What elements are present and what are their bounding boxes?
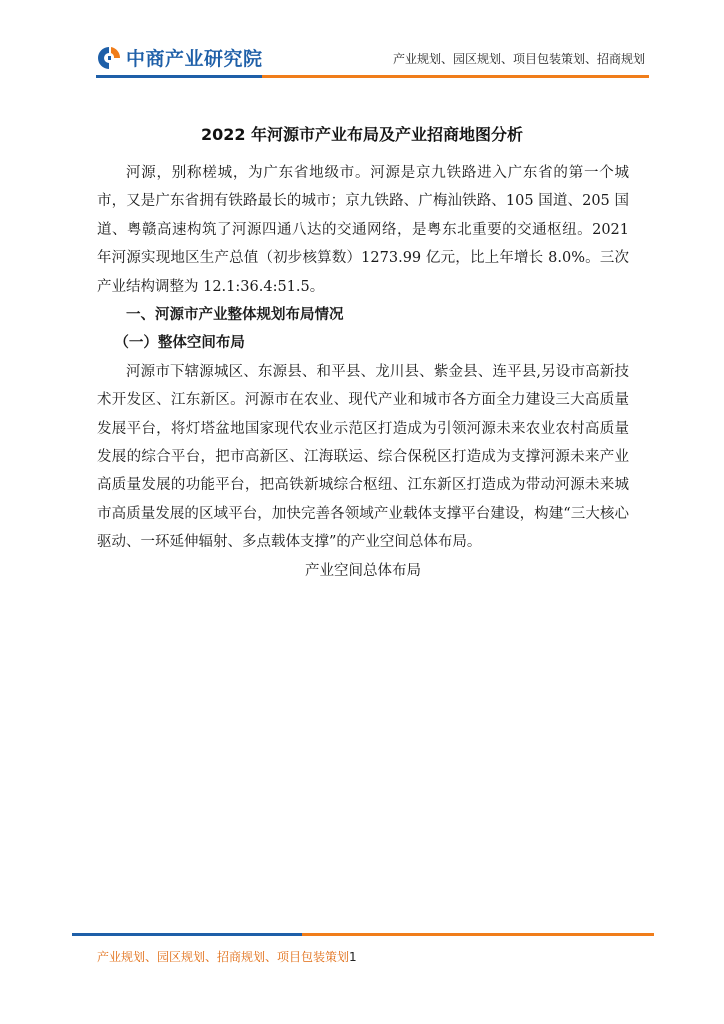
subsection-heading: （一）整体空间布局 — [114, 335, 245, 352]
page-number: 1 — [349, 950, 357, 964]
brand-name: 中商产业研究院 — [126, 48, 263, 70]
footer-tagline: 产业规划、园区规划、招商规划、项目包装策划 — [97, 950, 350, 964]
intro-paragraph: 河源，别称槎城，为广东省地级市。河源是京九铁路进入广东省的第一个城市，又是广东省拥有铁路最长的城市；京九铁路、广梅汕铁路、105 国道、205 国道、粤赣高速构筑了河源四通八达的交通网络，是粤东北重要的交通枢纽。2021 年河源实现地区生产总值（初步核算数）1273.99 亿元，比上年增长 8.0%。三次产业结构调整为 12.1:36.4:51.5。 — [97, 165, 629, 295]
page-header — [0, 0, 724, 90]
layout-paragraph: 河源市下辖源城区、东源县、和平县、龙川县、紫金县、连平县,另设市高新技术开发区、江东新区。河源市在农业、现代产业和城市各方面全力建设三大高质量发展平台，将灯塔盆地国家现代农业示范区打造成为引领河源未来农业农村高质量发展的综合平台，把市高新区、江海联运、综合保税区打造成为支撑河源未来产业高质量发展的功能平台，把高铁新城综合枢纽、江东新区打造成为带动河源未来城市高质量发展的区域平台，加快完善各领域产业载体支撑平台建设，构建“三大核心驱动、一环延伸辐射、多点载体支撑”的产业空间总体布局。 — [97, 363, 629, 551]
section-heading: 一、河源市产业整体规划布局情况 — [126, 307, 344, 324]
header-tagline: 产业规划、园区规划、项目包装策划、招商规划 — [392, 52, 645, 66]
footer-rule-blue — [72, 933, 302, 936]
header-rule-orange — [262, 75, 649, 78]
header-rule-blue — [96, 75, 262, 78]
document-title: 2022 年河源市产业布局及产业招商地图分析 — [200, 125, 524, 144]
zhongshang-logo-icon — [96, 45, 122, 71]
footer-rule-orange — [302, 933, 654, 936]
figure-caption: 产业空间总体布局 — [305, 562, 421, 579]
document-body — [97, 159, 629, 585]
page-footer — [97, 948, 357, 965]
brand-logo — [96, 44, 263, 71]
